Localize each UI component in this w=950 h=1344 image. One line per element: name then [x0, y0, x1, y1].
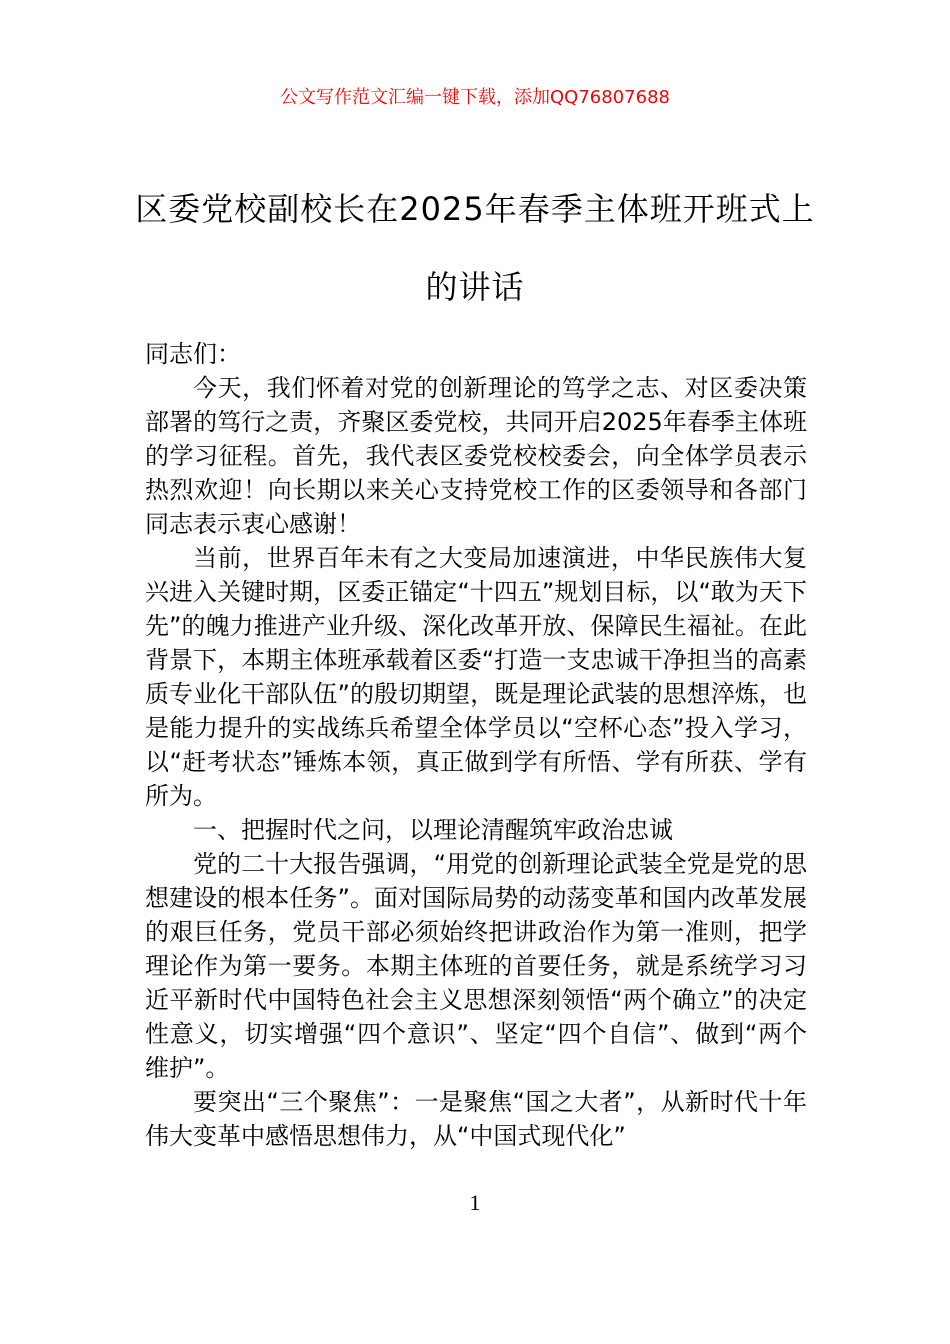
paragraph-context: 当前，世界百年未有之大变局加速演进，中华民族伟大复兴进入关键时期，区委正锚定“十四五”规划目标，以“敢为天下先”的魄力推进产业升级、深化改革开放、保障民生福祉。在此背景下，本期主体班承载着区委“打造一支忠诚干净担当的高素质专业化干部队伍”的殷切期望，既是理论武装的思想淬炼，也是能力提升的实战练兵希望全体学员以“空杯心态”投入学习，以“赶考状态”锤炼本领，真正做到学有所悟、学有所获、学有所为。 — [145, 544, 807, 810]
salutation: 同志们： — [145, 340, 241, 368]
document-title: 区委党校副校长在2025年春季主体班开班式上的讲话 — [135, 190, 815, 306]
section-heading-1: 一、把握时代之问，以理论清醒筑牢政治忠诚 — [193, 816, 673, 844]
download-promo-note: 公文写作范文汇编一键下载，添加QQ76807688 — [280, 87, 670, 108]
paragraph-three-focuses: 要突出“三个聚焦”：一是聚焦“国之大者”，从新时代十年伟大变革中感悟思想伟力，从“中国式现代化” — [145, 1088, 807, 1150]
page-number: 1 — [469, 1190, 481, 1215]
paragraph-opening: 今天，我们怀着对党的创新理论的笃学之志、对区委决策部署的笃行之责，齐聚区委党校，共同开启2025年春季主体班的学习征程。首先，我代表区委党校校委会，向全体学员表示热烈欢迎！向长期以来关心支持党校工作的区委领导和各部门同志表示衷心感谢！ — [145, 374, 807, 538]
document-body — [145, 337, 807, 1153]
paragraph-section-1-body: 党的二十大报告强调，“用党的创新理论武装全党是党的思想建设的根本任务”。面对国际局势的动荡变革和国内改革发展的艰巨任务，党员干部必须始终把讲政治作为第一准则，把学理论作为第一要务。本期主体班的首要任务，就是系统学习习近平新时代中国特色社会主义思想深刻领悟“两个确立”的决定性意义，切实增强“四个意识”、坚定“四个自信”、做到“两个维护”。 — [145, 850, 807, 1082]
